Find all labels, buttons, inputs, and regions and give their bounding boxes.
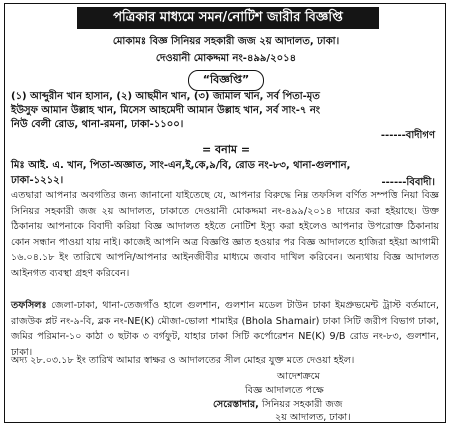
defendant-label: ------বিবাদী। — [381, 177, 435, 188]
schedule-paragraph — [11, 298, 439, 360]
plaintiff-label: ------বাদীগণ — [380, 130, 435, 141]
order-line: আদেশক্রমে — [277, 371, 320, 382]
notice-header-title: পত্রিকার মাধ্যমে সমন/নোটিশ জারীর বিজ্ঞপ্তি — [77, 7, 379, 29]
schedule-label: তফসিলঃ — [11, 300, 47, 311]
case-number: দেওয়ানী মোকদ্দমা নং-৪৯৯/২০১৪ — [155, 53, 297, 64]
court-notice — [4, 3, 446, 423]
schedule-text: জেলা-ঢাকা, থানা-তেজগাঁও হালে গুলশান, গুলশান মডেল টাউন ঢাকা ইমপ্রুভমেন্ট ট্রাস্ট বর্তমানে, রাজউক প্লট নং-৯-বি, ব্লক নং-NE(K) মৌজা-ভোলা শামাইর (Bhola Shamair) ঢাকা সিটি জরীপ বিভাগ ঢাকা, জমির পরিমান-১০ কাঠা ৩ ছটাক ৩ বর্গফুট, যাহার ঢাকা সিটি কর্পোরেশন NE(K) 9/B রোড নং-৮৩, গুলশান, ঢাকা। — [11, 300, 439, 358]
date-line: অদ্য ২৮.০৩.১৮ ইং তারিখ আমার স্বাক্ষর ও আদালতের সীল মোহর যুক্ত মতে দেওয়া হইল। — [11, 355, 355, 366]
defendant-line-1: মিঃ আই. এ. খান, পিতা-অজ্ঞাত, সাং-এন,ই,কে,৯/বি, রোড নং-৮৩, থানা-গুলশান, — [11, 160, 351, 171]
plaintiff-line-2: ইউসুফ আমান উল্লাহ খান, মিসেস আহমেদী আমান উল্লাহ খান, সর্ব সাং-৭ নং — [11, 105, 321, 116]
notice-body-paragraph: এতদ্বারা আপনার অবগতির জন্য জানানো যাইতেছে যে, আপনার বিরুদ্ধে নিম্ন তফসিল বর্ণিত সম্পত্তি নিয়া বিজ্ঞ সিনিয়র সহকারী জজ ২য় আদালত, ঢাকাতে দেওয়ানী মোকদ্দমা নং-৪৯৯/২০১৪ দায়ের করা হইয়াছে। উক্ত ঠিকানায় আপনাকে বিবাদী করিয়া বিজ্ঞ আদালত হইতে নোটিশ ইস্যু করা হইলেও আপনার উপরোক্ত ঠিকানায় কোন সন্ধান পাওয়া যায় নাই। কাজেই আপনি অত্র বিজ্ঞপ্তি জ্ঞাত হওয়ার পর বিজ্ঞ আদালতে হাজিরা হইয়া আগামী ১৬.০৪.১৮ ইং তারিখে আপনি/আপনার আইনজীবীর মাধ্যমে জবাব দাখিল করিবেন। অন্যথায় বিজ্ঞ আদালত আইনগত ব্যবস্থা গ্রহণ করিবেন। — [11, 190, 439, 279]
serestadar-line — [213, 398, 343, 411]
plaintiff-line-1: (১) আব্দুরীন খান হাসান, (২) আছমীন খান, (৩) জামাল খান, সর্ব পিতা-মৃত — [11, 91, 320, 102]
court-name: মোকামঃ বিজ্ঞ সিনিয়র সহকারী জজ ২য় আদালত, ঢাকা। — [112, 36, 340, 47]
notice-heading — [5, 70, 447, 91]
notice-heading-text: “বিজ্ঞপ্তি” — [188, 70, 264, 91]
court-behalf-line: বিজ্ঞ আদালতে পক্ষে — [245, 385, 324, 396]
serestadar-label: সেরেস্তাদার, — [213, 399, 259, 410]
defendant-line-2: ঢাকা-১২১২। — [11, 175, 64, 186]
plaintiff-line-3: নিউ বেলী রোড, থানা-রমনা, ঢাকা-১১০০। — [11, 119, 184, 130]
final-court-line: ২য় আদালত, ঢাকা। — [275, 412, 351, 423]
serestadar-rest: সিনিয়র সহকারী জজ — [258, 399, 343, 410]
versus-label: = বনাম = — [201, 143, 251, 156]
